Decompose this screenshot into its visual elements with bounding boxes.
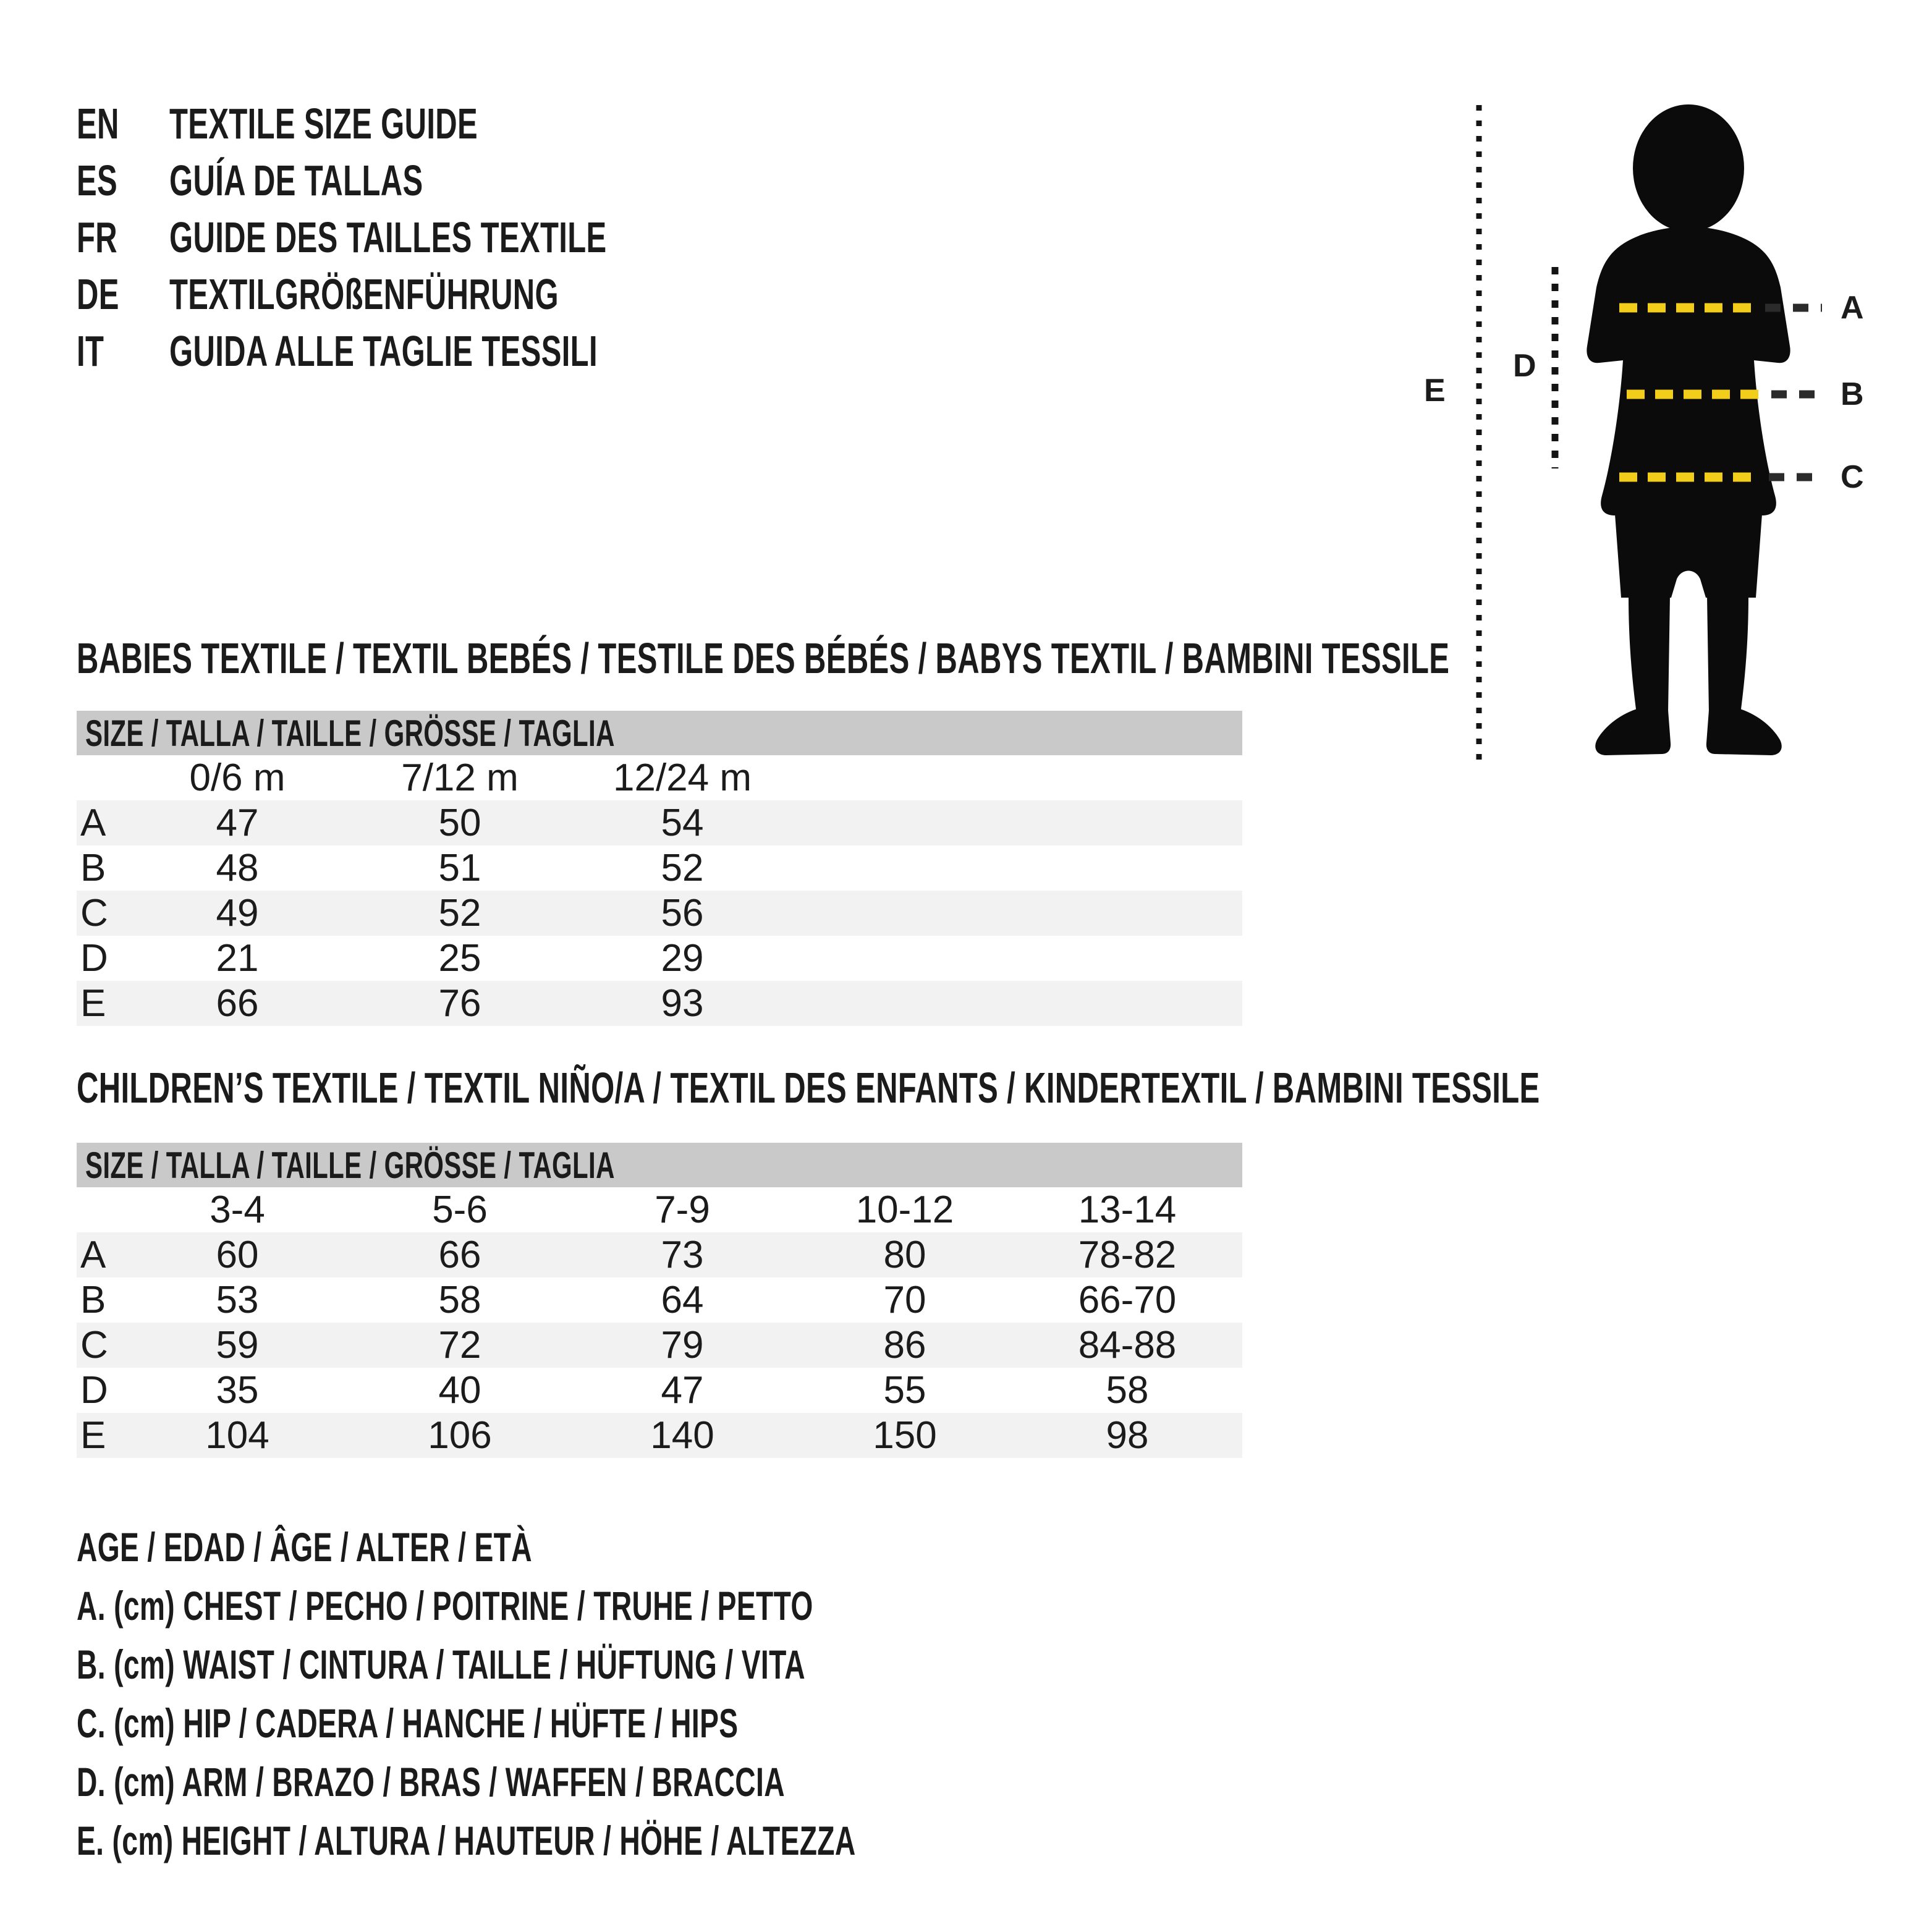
cell-value: 29: [661, 937, 704, 980]
cell-value: 54: [661, 802, 704, 844]
legend-text: AGE / EDAD / ÂGE / ALTER / ETÀ: [77, 1523, 532, 1570]
measure-label-waist-b: B: [1841, 376, 1864, 412]
cell-value: 66: [216, 982, 259, 1025]
language-row-en: [77, 95, 794, 152]
language-row-fr: [77, 209, 794, 266]
table-row-b: [77, 845, 1242, 891]
language-title-text: TEXTILGRÖßENFÜHRUNG: [169, 270, 559, 318]
column-header: 0/6 m: [189, 756, 286, 799]
cell-value: 58: [1106, 1369, 1149, 1412]
cell-value: 78-82: [1078, 1234, 1177, 1276]
cell-value: 79: [661, 1324, 704, 1366]
cell-value: 72: [438, 1324, 481, 1366]
children-size-header-bar: [77, 1143, 1242, 1187]
legend-line-height: [77, 1811, 1190, 1870]
babies-column-header-row: [77, 755, 1242, 800]
cell-value: 47: [216, 802, 259, 844]
cell-value: 66: [438, 1234, 481, 1276]
cell-value: 70: [883, 1279, 926, 1321]
children-section-title: [77, 1064, 1932, 1112]
measure-label-hip-c: C: [1841, 459, 1864, 495]
children-section-title-text: CHILDREN’S TEXTILE / TEXTIL NIÑO/A / TEXTIL DES ENFANTS / KINDERTEXTIL / BAMBINI TESSILE: [77, 1064, 1540, 1112]
table-row-c: [77, 1323, 1242, 1368]
legend-text: D. (cm) ARM / BRAZO / BRAS / WAFFEN / BRACCIA: [77, 1758, 785, 1805]
measure-label-arm-d: D: [1513, 348, 1536, 384]
cell-value: 53: [216, 1279, 259, 1321]
cell-value: 52: [661, 847, 704, 889]
row-label: A: [80, 1234, 106, 1276]
cell-value: 55: [883, 1369, 926, 1412]
cell-value: 140: [650, 1414, 714, 1457]
column-header: 3-4: [210, 1188, 265, 1231]
language-code-text: ES: [77, 156, 118, 205]
row-label: B: [80, 847, 106, 889]
column-header: 7-9: [655, 1188, 710, 1231]
table-row-e: [77, 1413, 1242, 1458]
cell-value: 106: [428, 1414, 492, 1457]
silhouette-right-shoe: [1706, 707, 1782, 755]
children-size-table: [77, 1143, 1242, 1458]
row-label: E: [80, 1414, 106, 1457]
language-title-text: TEXTILE SIZE GUIDE: [169, 100, 478, 148]
column-header: 5-6: [432, 1188, 488, 1231]
language-title-list: [77, 95, 794, 379]
babies-size-header-bar: [77, 711, 1242, 755]
cell-value: 86: [883, 1324, 926, 1366]
table-row-d: [77, 936, 1242, 981]
legend-line-age: [77, 1517, 1190, 1576]
column-header: 7/12 m: [401, 756, 519, 799]
legend-line-hip: [77, 1693, 1190, 1752]
silhouette-left-shoe: [1595, 707, 1671, 755]
cell-value: 21: [216, 937, 259, 980]
cell-value: 64: [661, 1279, 704, 1321]
table-row-b: [77, 1277, 1242, 1323]
column-header: 10-12: [855, 1188, 954, 1231]
legend-line-waist: [77, 1635, 1190, 1693]
language-code-it: [77, 326, 169, 376]
legend-text: E. (cm) HEIGHT / ALTURA / HAUTEUR / HÖHE / ALTEZZA: [77, 1817, 856, 1863]
column-header: 13-14: [1078, 1188, 1177, 1231]
language-code-en: [77, 99, 169, 148]
cell-value: 60: [216, 1234, 259, 1276]
measure-label-chest-a: A: [1841, 290, 1864, 326]
measurement-legend: [77, 1517, 1190, 1870]
language-code-text: FR: [77, 213, 118, 261]
row-label: B: [80, 1279, 106, 1321]
cell-value: 50: [438, 802, 481, 844]
cell-value: 93: [661, 982, 704, 1025]
table-row-c: [77, 891, 1242, 936]
row-label: A: [80, 802, 106, 844]
cell-value: 84-88: [1078, 1324, 1177, 1366]
cell-value: 56: [661, 892, 704, 934]
language-code-fr: [77, 213, 169, 262]
cell-value: 66-70: [1078, 1279, 1177, 1321]
measure-label-height-e: E: [1424, 373, 1446, 409]
legend-line-chest: [77, 1576, 1190, 1635]
row-label: C: [80, 1324, 108, 1366]
cell-value: 48: [216, 847, 259, 889]
language-code-text: EN: [77, 100, 119, 148]
row-label: D: [80, 1369, 108, 1412]
cell-value: 35: [216, 1369, 259, 1412]
cell-value: 40: [438, 1369, 481, 1412]
silhouette-shirt: [1587, 226, 1790, 515]
language-title-text: GUIDE DES TAILLES TEXTILE: [169, 213, 607, 261]
cell-value: 73: [661, 1234, 704, 1276]
language-row-es: [77, 152, 794, 209]
size-header-text: SIZE / TALLA / TAILLE / GRÖSSE / TAGLIA: [85, 1144, 615, 1186]
column-header: 12/24 m: [612, 756, 752, 799]
babies-size-table: [77, 711, 1242, 1026]
cell-value: 59: [216, 1324, 259, 1366]
language-title-es: [169, 156, 532, 205]
legend-text: B. (cm) WAIST / CINTURA / TAILLE / HÜFTUNG / VITA: [77, 1641, 805, 1687]
cell-value: 150: [873, 1414, 937, 1457]
cell-value: 98: [1106, 1414, 1149, 1457]
language-title-de: [169, 269, 726, 319]
language-title-text: GUÍA DE TALLAS: [169, 156, 423, 205]
cell-value: 58: [438, 1279, 481, 1321]
cell-value: 49: [216, 892, 259, 934]
cell-value: 25: [438, 937, 481, 980]
table-row-e: [77, 981, 1242, 1026]
babies-section-title: [77, 634, 1932, 682]
language-title-fr: [169, 213, 794, 262]
size-header-text: SIZE / TALLA / TAILLE / GRÖSSE / TAGLIA: [85, 712, 615, 754]
cell-value: 76: [438, 982, 481, 1025]
language-title-it: [169, 326, 781, 376]
cell-value: 52: [438, 892, 481, 934]
language-title-en: [169, 99, 610, 148]
silhouette-shorts: [1615, 514, 1762, 598]
legend-text: A. (cm) CHEST / PECHO / POITRINE / TRUHE / PETTO: [77, 1582, 813, 1629]
children-column-header-row: [77, 1187, 1242, 1232]
language-code-es: [77, 156, 169, 205]
cell-value: 47: [661, 1369, 704, 1412]
silhouette-head: [1633, 104, 1744, 232]
language-title-text: GUIDA ALLE TAGLIE TESSILI: [169, 327, 598, 375]
legend-line-arm: [77, 1752, 1190, 1811]
row-label: C: [80, 892, 108, 934]
language-code-text: DE: [77, 270, 119, 318]
row-label: E: [80, 982, 106, 1025]
language-code-de: [77, 269, 169, 319]
cell-value: 104: [205, 1414, 269, 1457]
legend-text: C. (cm) HIP / CADERA / HANCHE / HÜFTE / HIPS: [77, 1700, 739, 1746]
cell-value: 51: [438, 847, 481, 889]
row-label: D: [80, 937, 108, 980]
table-row-d: [77, 1368, 1242, 1413]
table-row-a: [77, 1232, 1242, 1277]
language-row-it: [77, 323, 794, 379]
cell-value: 80: [883, 1234, 926, 1276]
babies-section-title-text: BABIES TEXTILE / TEXTIL BEBÉS / TESTILE DES BÉBÉS / BABYS TEXTIL / BAMBINI TESSILE: [77, 634, 1450, 682]
language-row-de: [77, 266, 794, 323]
language-code-text: IT: [77, 327, 104, 375]
table-row-a: [77, 800, 1242, 845]
